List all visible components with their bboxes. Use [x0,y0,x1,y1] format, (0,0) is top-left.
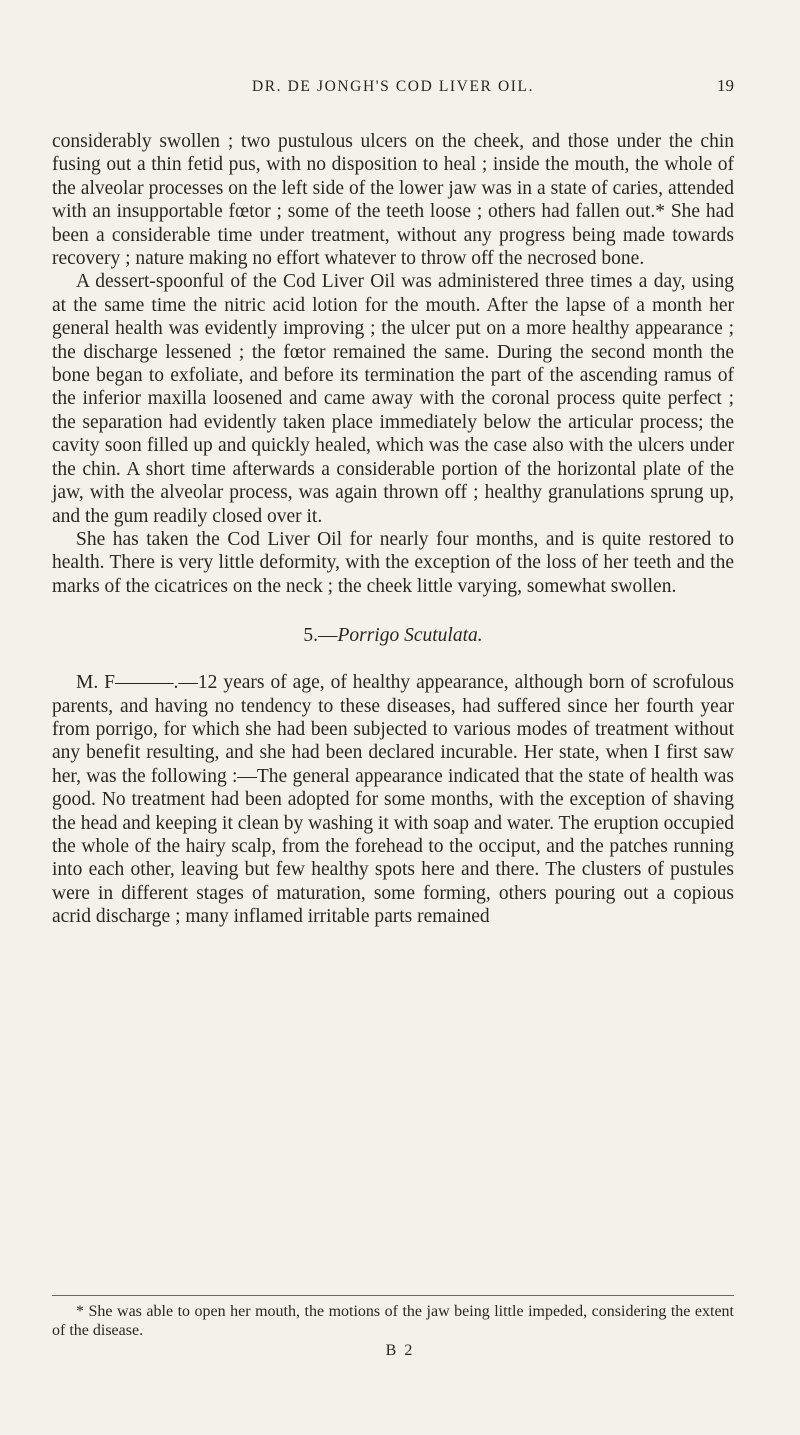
running-head [52,78,734,102]
section-heading [52,624,734,647]
paragraph: M. F———.—12 years of age, of healthy appearance, although born of scrofulous parents, and having no tendency to these diseases, had suffered since her fourth year from porrigo, for which she had been subjected to various modes of treatment without any benefit resulting, and she had been declared incurable. Her state, when I first saw her, was the following :—The general appearance indicated that the state of health was good. No treatment had been adopted for some months, with the exception of shaving the head and keeping it clean by washing it with soap and water. The eruption occupied the whole of the hairy scalp, from the forehead to the occiput, and the patches running into each other, leaving but few healthy spots here and there. The clusters of pustules were in different stages of maturation, some forming, others pouring out a copious acrid discharge ; many inflamed irritable parts remained [52,672,734,928]
paragraph: considerably swollen ; two pustulous ulcers on the cheek, and those under the chin fusing out a thin fetid pus, with no disposition to heal ; inside the mouth, the whole of the alveolar processes on the left side of the lower jaw was in a state of caries, attended with an insupportable fœtor ; some of the teeth loose ; others had fallen out.* She had been a considerable time under treatment, without any progress being made towards recovery ; nature making no effort whatever to throw off the necrosed bone. [52,131,734,270]
body-text [52,130,734,929]
signature-mark: B 2 [385,1342,415,1359]
paragraph: She has taken the Cod Liver Oil for nearly four months, and is quite restored to health. There is very little deformity, with the exception of the loss of her teeth and the marks of the cicatrices on the neck ; the cheek little varying, somewhat swollen. [52,528,734,597]
paragraph: A dessert-spoonful of the Cod Liver Oil was administered three times a day, using at the same time the nitric acid lotion for the mouth. After the lapse of a month her general health was evidently improving ; the ulcer put on a more healthy appearance ; the discharge lessened ; the fœtor remained the same. During the second month the bone began to exfoliate, and before its termination the part of the ascending ramus of the inferior maxilla loosened and came away with the coronal process quite perfect ; the separation had evidently taken place immediately below the articular process; the cavity soon filled up and quickly healed, which was the case also with the ulcers under the chin. A short time afterwards a considerable portion of the horizontal plate of the jaw, with the alveolar process, was again thrown off ; healthy granulations sprung up, and the gum readily closed over it. [52,271,734,527]
page-number: 19 [717,76,734,95]
footnote: * She was able to open her mouth, the motions of the jaw being little impeded, considering the extent of the disease. [52,1303,734,1339]
running-title: DR. DE JONGH'S COD LIVER OIL. [251,78,535,95]
section-title: Porrigo Scutulata. [337,625,483,647]
section-number: 5.— [303,625,338,647]
footnote-rule [52,1295,734,1296]
